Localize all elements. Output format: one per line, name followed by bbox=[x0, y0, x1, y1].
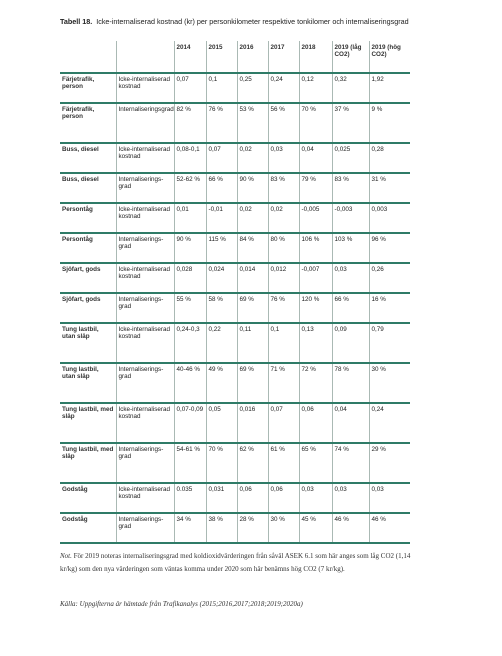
value-cell: 79 % bbox=[299, 173, 332, 203]
table-source bbox=[60, 600, 420, 608]
table-row bbox=[60, 233, 410, 263]
value-cell: 69 % bbox=[237, 363, 268, 403]
value-cell: 0,03 bbox=[268, 143, 299, 173]
value-cell: 0,07-0,09 bbox=[174, 403, 206, 443]
table-row bbox=[60, 73, 410, 103]
value-cell: 0,25 bbox=[237, 73, 268, 103]
table-row bbox=[60, 483, 410, 513]
value-cell: 0.035 bbox=[174, 483, 206, 513]
value-cell: -0,007 bbox=[299, 263, 332, 293]
value-cell: 62 % bbox=[237, 443, 268, 483]
table-caption bbox=[60, 18, 420, 26]
column-header: 2019 (låg CO2) bbox=[332, 41, 369, 73]
value-cell: 66 % bbox=[332, 293, 369, 323]
value-cell: 28 % bbox=[237, 513, 268, 543]
value-cell: 0,1 bbox=[206, 73, 237, 103]
source-text: Uppgifterna är hämtade från Trafikanalys (2015;2016,2017;2018;2019;2020a) bbox=[79, 600, 303, 608]
value-cell: 0,79 bbox=[369, 323, 410, 363]
value-cell: 31 % bbox=[369, 173, 410, 203]
value-cell: 0,13 bbox=[299, 323, 332, 363]
measure-cell: Icke-internaliserad kostnad bbox=[116, 73, 174, 103]
value-cell: 0,07 bbox=[268, 403, 299, 443]
transport-mode-cell: Godståg bbox=[62, 486, 88, 493]
value-cell: 0,024 bbox=[206, 263, 237, 293]
transport-mode-cell: Tung lastbil, utan släp bbox=[62, 366, 99, 380]
value-cell: 49 % bbox=[206, 363, 237, 403]
value-cell: 58 % bbox=[206, 293, 237, 323]
value-cell: 0,014 bbox=[237, 263, 268, 293]
value-cell: 0,26 bbox=[369, 263, 410, 293]
value-cell: 120 % bbox=[299, 293, 332, 323]
value-cell: 0,03 bbox=[369, 483, 410, 513]
value-cell: 0,07 bbox=[206, 143, 237, 173]
column-header: 2015 bbox=[206, 41, 237, 73]
value-cell: 70 % bbox=[206, 443, 237, 483]
value-cell: 1,92 bbox=[369, 73, 410, 103]
value-cell: 0,06 bbox=[268, 483, 299, 513]
measure-cell: Internaliserings-grad bbox=[116, 443, 174, 483]
value-cell: 65 % bbox=[299, 443, 332, 483]
value-cell: 0,02 bbox=[237, 143, 268, 173]
transport-mode-cell: Färjetrafik, person bbox=[62, 76, 95, 90]
table-row bbox=[60, 363, 410, 403]
value-cell: 106 % bbox=[299, 233, 332, 263]
value-cell: 66 % bbox=[206, 173, 237, 203]
value-cell: 0,11 bbox=[237, 323, 268, 363]
value-cell: 0,09 bbox=[332, 323, 369, 363]
measure-cell: Internaliserings-grad bbox=[116, 233, 174, 263]
value-cell: 0,03 bbox=[299, 483, 332, 513]
value-cell: 0,02 bbox=[237, 203, 268, 233]
value-cell: 0,012 bbox=[268, 263, 299, 293]
caption-label: Tabell 18. bbox=[60, 17, 93, 26]
value-cell: 0,031 bbox=[206, 483, 237, 513]
value-cell: 80 % bbox=[268, 233, 299, 263]
value-cell: 76 % bbox=[206, 103, 237, 143]
table-row bbox=[60, 263, 410, 293]
transport-mode-cell: Sjöfart, gods bbox=[62, 296, 101, 303]
value-cell: 74 % bbox=[332, 443, 369, 483]
value-cell: 0,32 bbox=[332, 73, 369, 103]
measure-cell: Internaliseringsgrad bbox=[116, 103, 174, 143]
value-cell: -0,003 bbox=[332, 203, 369, 233]
value-cell: 0,24 bbox=[268, 73, 299, 103]
measure-cell: Internaliserings-grad bbox=[116, 293, 174, 323]
value-cell: -0,01 bbox=[206, 203, 237, 233]
value-cell: 46 % bbox=[332, 513, 369, 543]
value-cell: 34 % bbox=[174, 513, 206, 543]
column-header: 2017 bbox=[268, 41, 299, 73]
table-row bbox=[60, 443, 410, 483]
value-cell: 0,02 bbox=[268, 203, 299, 233]
value-cell: 53 % bbox=[237, 103, 268, 143]
value-cell: 0,003 bbox=[369, 203, 410, 233]
table-note bbox=[60, 550, 420, 576]
value-cell: 0,06 bbox=[237, 483, 268, 513]
value-cell: 82 % bbox=[174, 103, 206, 143]
value-cell: 45 % bbox=[299, 513, 332, 543]
value-cell: 90 % bbox=[174, 233, 206, 263]
value-cell: 30 % bbox=[268, 513, 299, 543]
value-cell: 96 % bbox=[369, 233, 410, 263]
value-cell: 0,016 bbox=[237, 403, 268, 443]
transport-mode-cell: Tung lastbil, med släp bbox=[62, 406, 114, 420]
value-cell: 30 % bbox=[369, 363, 410, 403]
transport-mode-cell: Tung lastbil, utan släp bbox=[62, 326, 99, 340]
value-cell: 0,03 bbox=[332, 483, 369, 513]
transport-mode-cell: Persontåg bbox=[62, 236, 93, 243]
measure-cell: Icke-internaliserad kostnad bbox=[116, 483, 174, 513]
value-cell: 78 % bbox=[332, 363, 369, 403]
measure-cell: Icke-internaliserad kostnad bbox=[116, 143, 174, 173]
column-header: 2016 bbox=[237, 41, 268, 73]
measure-cell: Internaliserings-grad bbox=[116, 363, 174, 403]
transport-mode-cell: Godståg bbox=[62, 516, 88, 523]
table-row bbox=[60, 293, 410, 323]
value-cell: 90 % bbox=[237, 173, 268, 203]
cost-table bbox=[60, 41, 410, 544]
value-cell: 0,22 bbox=[206, 323, 237, 363]
value-cell: 0,24-0,3 bbox=[174, 323, 206, 363]
value-cell: 0,04 bbox=[332, 403, 369, 443]
transport-mode-cell: Sjöfart, gods bbox=[62, 266, 101, 273]
value-cell: 72 % bbox=[299, 363, 332, 403]
value-cell: 0,08-0,1 bbox=[174, 143, 206, 173]
column-header: 2019 (hög CO2) bbox=[369, 41, 410, 73]
value-cell: 55 % bbox=[174, 293, 206, 323]
value-cell: 46 % bbox=[369, 513, 410, 543]
value-cell: 0,03 bbox=[332, 263, 369, 293]
column-header bbox=[60, 41, 116, 73]
value-cell: 0,12 bbox=[299, 73, 332, 103]
note-label: Not. bbox=[60, 552, 72, 560]
value-cell: 54-61 % bbox=[174, 443, 206, 483]
measure-cell: Internaliserings-grad bbox=[116, 513, 174, 543]
table-row bbox=[60, 173, 410, 203]
measure-cell: Icke-internaliserad kostnad bbox=[116, 263, 174, 293]
transport-mode-cell: Buss, diesel bbox=[62, 146, 99, 153]
value-cell: 40-46 % bbox=[174, 363, 206, 403]
table-row bbox=[60, 403, 410, 443]
value-cell: 103 % bbox=[332, 233, 369, 263]
value-cell: 0,028 bbox=[174, 263, 206, 293]
value-cell: 71 % bbox=[268, 363, 299, 403]
value-cell: 9 % bbox=[369, 103, 410, 143]
value-cell: -0,005 bbox=[299, 203, 332, 233]
value-cell: 84 % bbox=[237, 233, 268, 263]
value-cell: 0,06 bbox=[299, 403, 332, 443]
column-header: 2014 bbox=[174, 41, 206, 73]
table-header-row bbox=[60, 41, 410, 73]
value-cell: 0,025 bbox=[332, 143, 369, 173]
value-cell: 0,1 bbox=[268, 323, 299, 363]
value-cell: 52-62 % bbox=[174, 173, 206, 203]
value-cell: 70 % bbox=[299, 103, 332, 143]
value-cell: 0,07 bbox=[174, 73, 206, 103]
value-cell: 115 % bbox=[206, 233, 237, 263]
source-label: Källa: bbox=[60, 600, 78, 608]
table-row bbox=[60, 143, 410, 173]
value-cell: 83 % bbox=[332, 173, 369, 203]
transport-mode-cell: Persontåg bbox=[62, 206, 93, 213]
value-cell: 0,05 bbox=[206, 403, 237, 443]
table-row bbox=[60, 103, 410, 143]
transport-mode-cell: Färjetrafik, person bbox=[62, 106, 95, 120]
measure-cell: Icke-internaliserad kostnad bbox=[116, 203, 174, 233]
measure-cell: Icke-internaliserad kostnad bbox=[116, 403, 174, 443]
value-cell: 56 % bbox=[268, 103, 299, 143]
caption-text: Icke-internaliserad kostnad (kr) per personkilometer respektive tonkilomer och internaliseringsgrad bbox=[96, 17, 409, 26]
value-cell: 38 % bbox=[206, 513, 237, 543]
value-cell: 0,01 bbox=[174, 203, 206, 233]
value-cell: 61 % bbox=[268, 443, 299, 483]
table-row bbox=[60, 203, 410, 233]
value-cell: 16 % bbox=[369, 293, 410, 323]
value-cell: 76 % bbox=[268, 293, 299, 323]
value-cell: 0,04 bbox=[299, 143, 332, 173]
value-cell: 0,28 bbox=[369, 143, 410, 173]
table-row bbox=[60, 513, 410, 543]
transport-mode-cell: Tung lastbil, med släp bbox=[62, 446, 114, 460]
transport-mode-cell: Buss, diesel bbox=[62, 176, 99, 183]
value-cell: 29 % bbox=[369, 443, 410, 483]
value-cell: 0,24 bbox=[369, 403, 410, 443]
measure-cell: Icke-internaliserad kostnad bbox=[116, 323, 174, 363]
table-row bbox=[60, 323, 410, 363]
note-text: För 2019 noteras internaliseringsgrad med koldioxidvärderingen från såväl ASEK 6.1 som här anges som låg CO2 (1,14 kr/kg) som den nya värderingen som väntas komma under 2020 som här benämns hög CO2 (7 kr/kg). bbox=[60, 552, 411, 573]
column-header bbox=[116, 41, 174, 73]
value-cell: 69 % bbox=[237, 293, 268, 323]
measure-cell: Internaliserings-grad bbox=[116, 173, 174, 203]
value-cell: 83 % bbox=[268, 173, 299, 203]
column-header: 2018 bbox=[299, 41, 332, 73]
value-cell: 37 % bbox=[332, 103, 369, 143]
